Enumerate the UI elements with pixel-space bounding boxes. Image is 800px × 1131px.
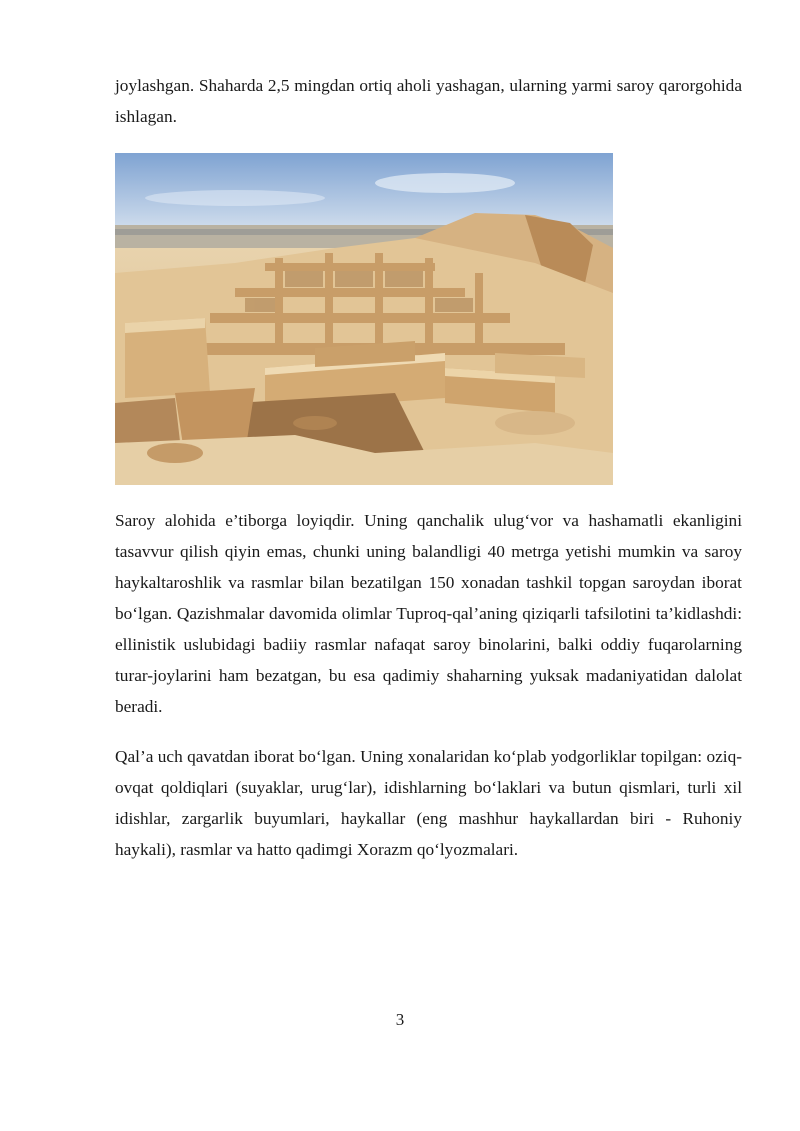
ruins-photo xyxy=(115,153,613,485)
ruins-illustration xyxy=(115,153,613,485)
paragraph-intro: joylashgan. Shaharda 2,5 mingdan ortiq aholi yashagan, ularning yarmi saroy qarorgohida ishlagan. xyxy=(115,76,742,126)
paragraph-palace: Saroy alohida e’tiborga loyiqdir. Uning qanchalik ulug‘vor va hashamatli ekanligini tasavvur qilish qiyin emas, chunki uning balandligi 40 metrga yetishi mumkin va saroy haykaltaroshlik va rasmlar bilan bezatilgan 150 xonadan tashkil topgan saroydan iborat bo‘lgan. Qazishmalar davomida olimlar Tuproq-qal’aning qiziqarli tafsilotini ta’kidlashdi: ellinistik uslubidagi badiiy rasmlar nafaqat saroy binolarini, balki oddiy fuqarolarning turar-joylarini ham bezatgan, bu esa qadimiy shaharning yuksak madaniyatidan dalolat beradi. xyxy=(115,511,742,716)
page-number: 3 xyxy=(395,1010,405,1029)
paragraph-fortress: Qal’a uch qavatdan iborat bo‘lgan. Uning xonalaridan ko‘plab yodgorliklar topilgan: oziq-ovqat qoldiqlari (suyaklar, urug‘lar), idishlarning bo‘laklari va butun qismlari, turli xil idishlar, zargarlik buyumlari, haykallar (eng mashhur haykallardan biri - Ruhoniy haykali), rasmlar va hatto qadimgi Xorazm qo‘lyozmalari. xyxy=(115,747,742,859)
